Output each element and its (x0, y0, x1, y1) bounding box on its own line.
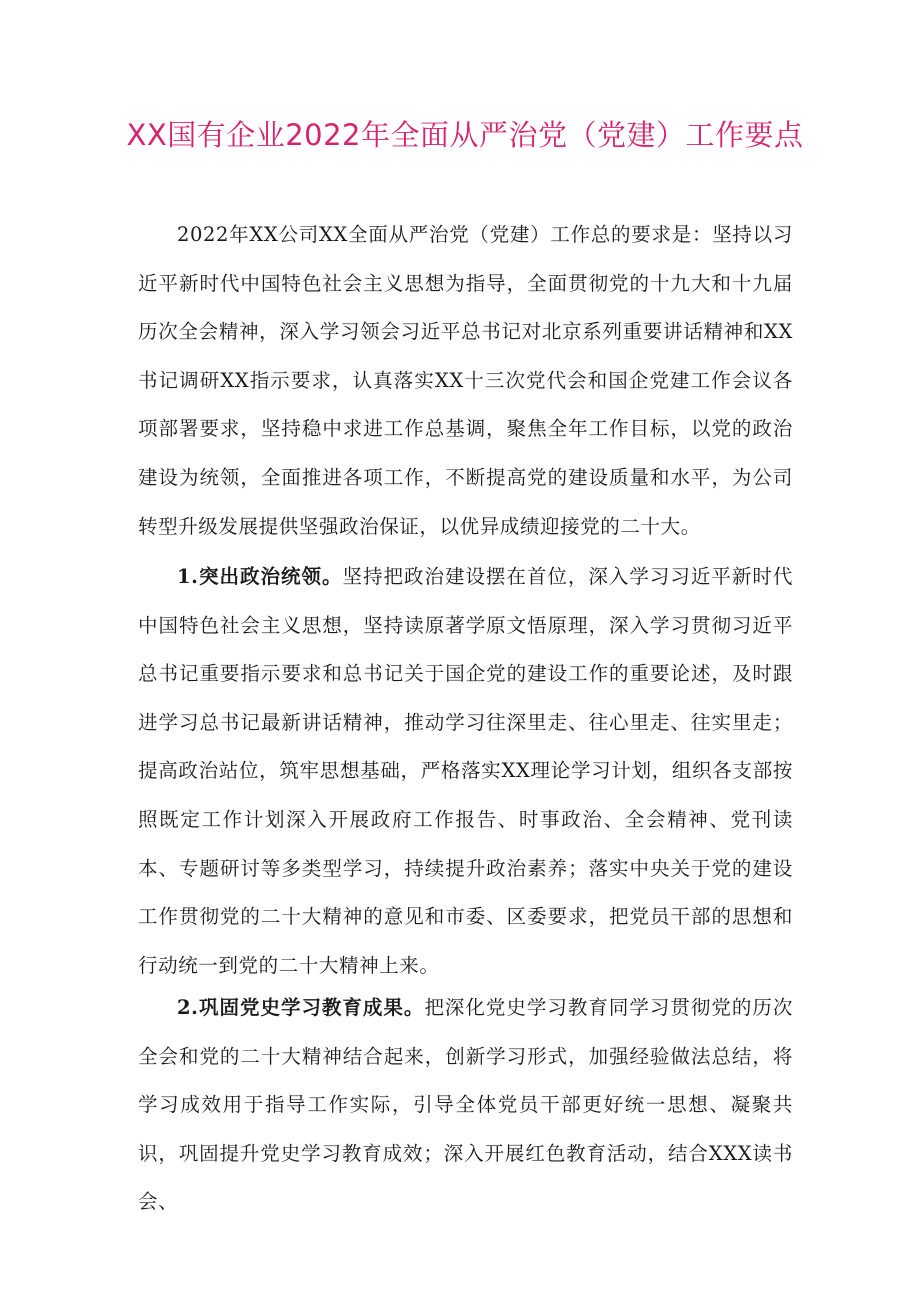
intro-paragraph (138, 211, 793, 551)
document-title: XX国有企业2022年全面从严治党（党建）工作要点 (126, 118, 804, 152)
intro-paragraph-text: 2022年XX公司XX全面从严治党（党建）工作总的要求是：坚持以习近平新时代中国特色社会主义思想为指导，全面贯彻党的十九大和十九届历次全会精神，深入学习领会习近平总书记对北京系列重要讲话精神和XX书记调研XX指示要求，认真落实XX十三次党代会和国企党建工作会议各项部署要求，坚持稳中求进工作总基调，聚焦全年工作目标，以党的政治建设为统领，全面推进各项工作，不断提高党的建设质量和水平，为公司转型升级发展提供坚强政治保证，以优异成绩迎接党的二十大。 (138, 223, 793, 538)
section-1-paragraph (138, 553, 793, 990)
section-2-heading: 2.巩固党史学习教育成果。 (177, 996, 425, 1019)
section-1-text: 坚持把政治建设摆在首位，深入学习习近平新时代中国特色社会主义思想，坚持读原著学原文悟原理，深入学习贯彻习近平总书记重要指示要求和总书记关于国企党的建设工作的重要论述，及时跟进学习总书记最新讲话精神，推动学习往深里走、往心里走、往实里走；提高政治站位，筑牢思想基础，严格落实XX理论学习计划，组织各支部按照既定工作计划深入开展政府工作报告、时事政治、全会精神、党刊读本、专题研讨等多类型学习，持续提升政治素养；落实中央关于党的建设工作贯彻党的二十大精神的意见和市委、区委要求，把党员干部的思想和行动统一到党的二十大精神上来。 (138, 565, 794, 977)
section-2-text: 把深化党史学习教育同学习贯彻党的历次全会和党的二十大精神结合起来，创新学习形式，加强经验做法总结，将学习成效用于指导工作实际，引导全体党员干部更好统一思想、凝聚共识，巩固提升党史学习教育成效；深入开展红色教育活动，结合XXX读书会、 (138, 996, 793, 1214)
section-1-heading: 1.突出政治统领。 (177, 565, 343, 588)
section-2-paragraph (138, 984, 793, 1227)
